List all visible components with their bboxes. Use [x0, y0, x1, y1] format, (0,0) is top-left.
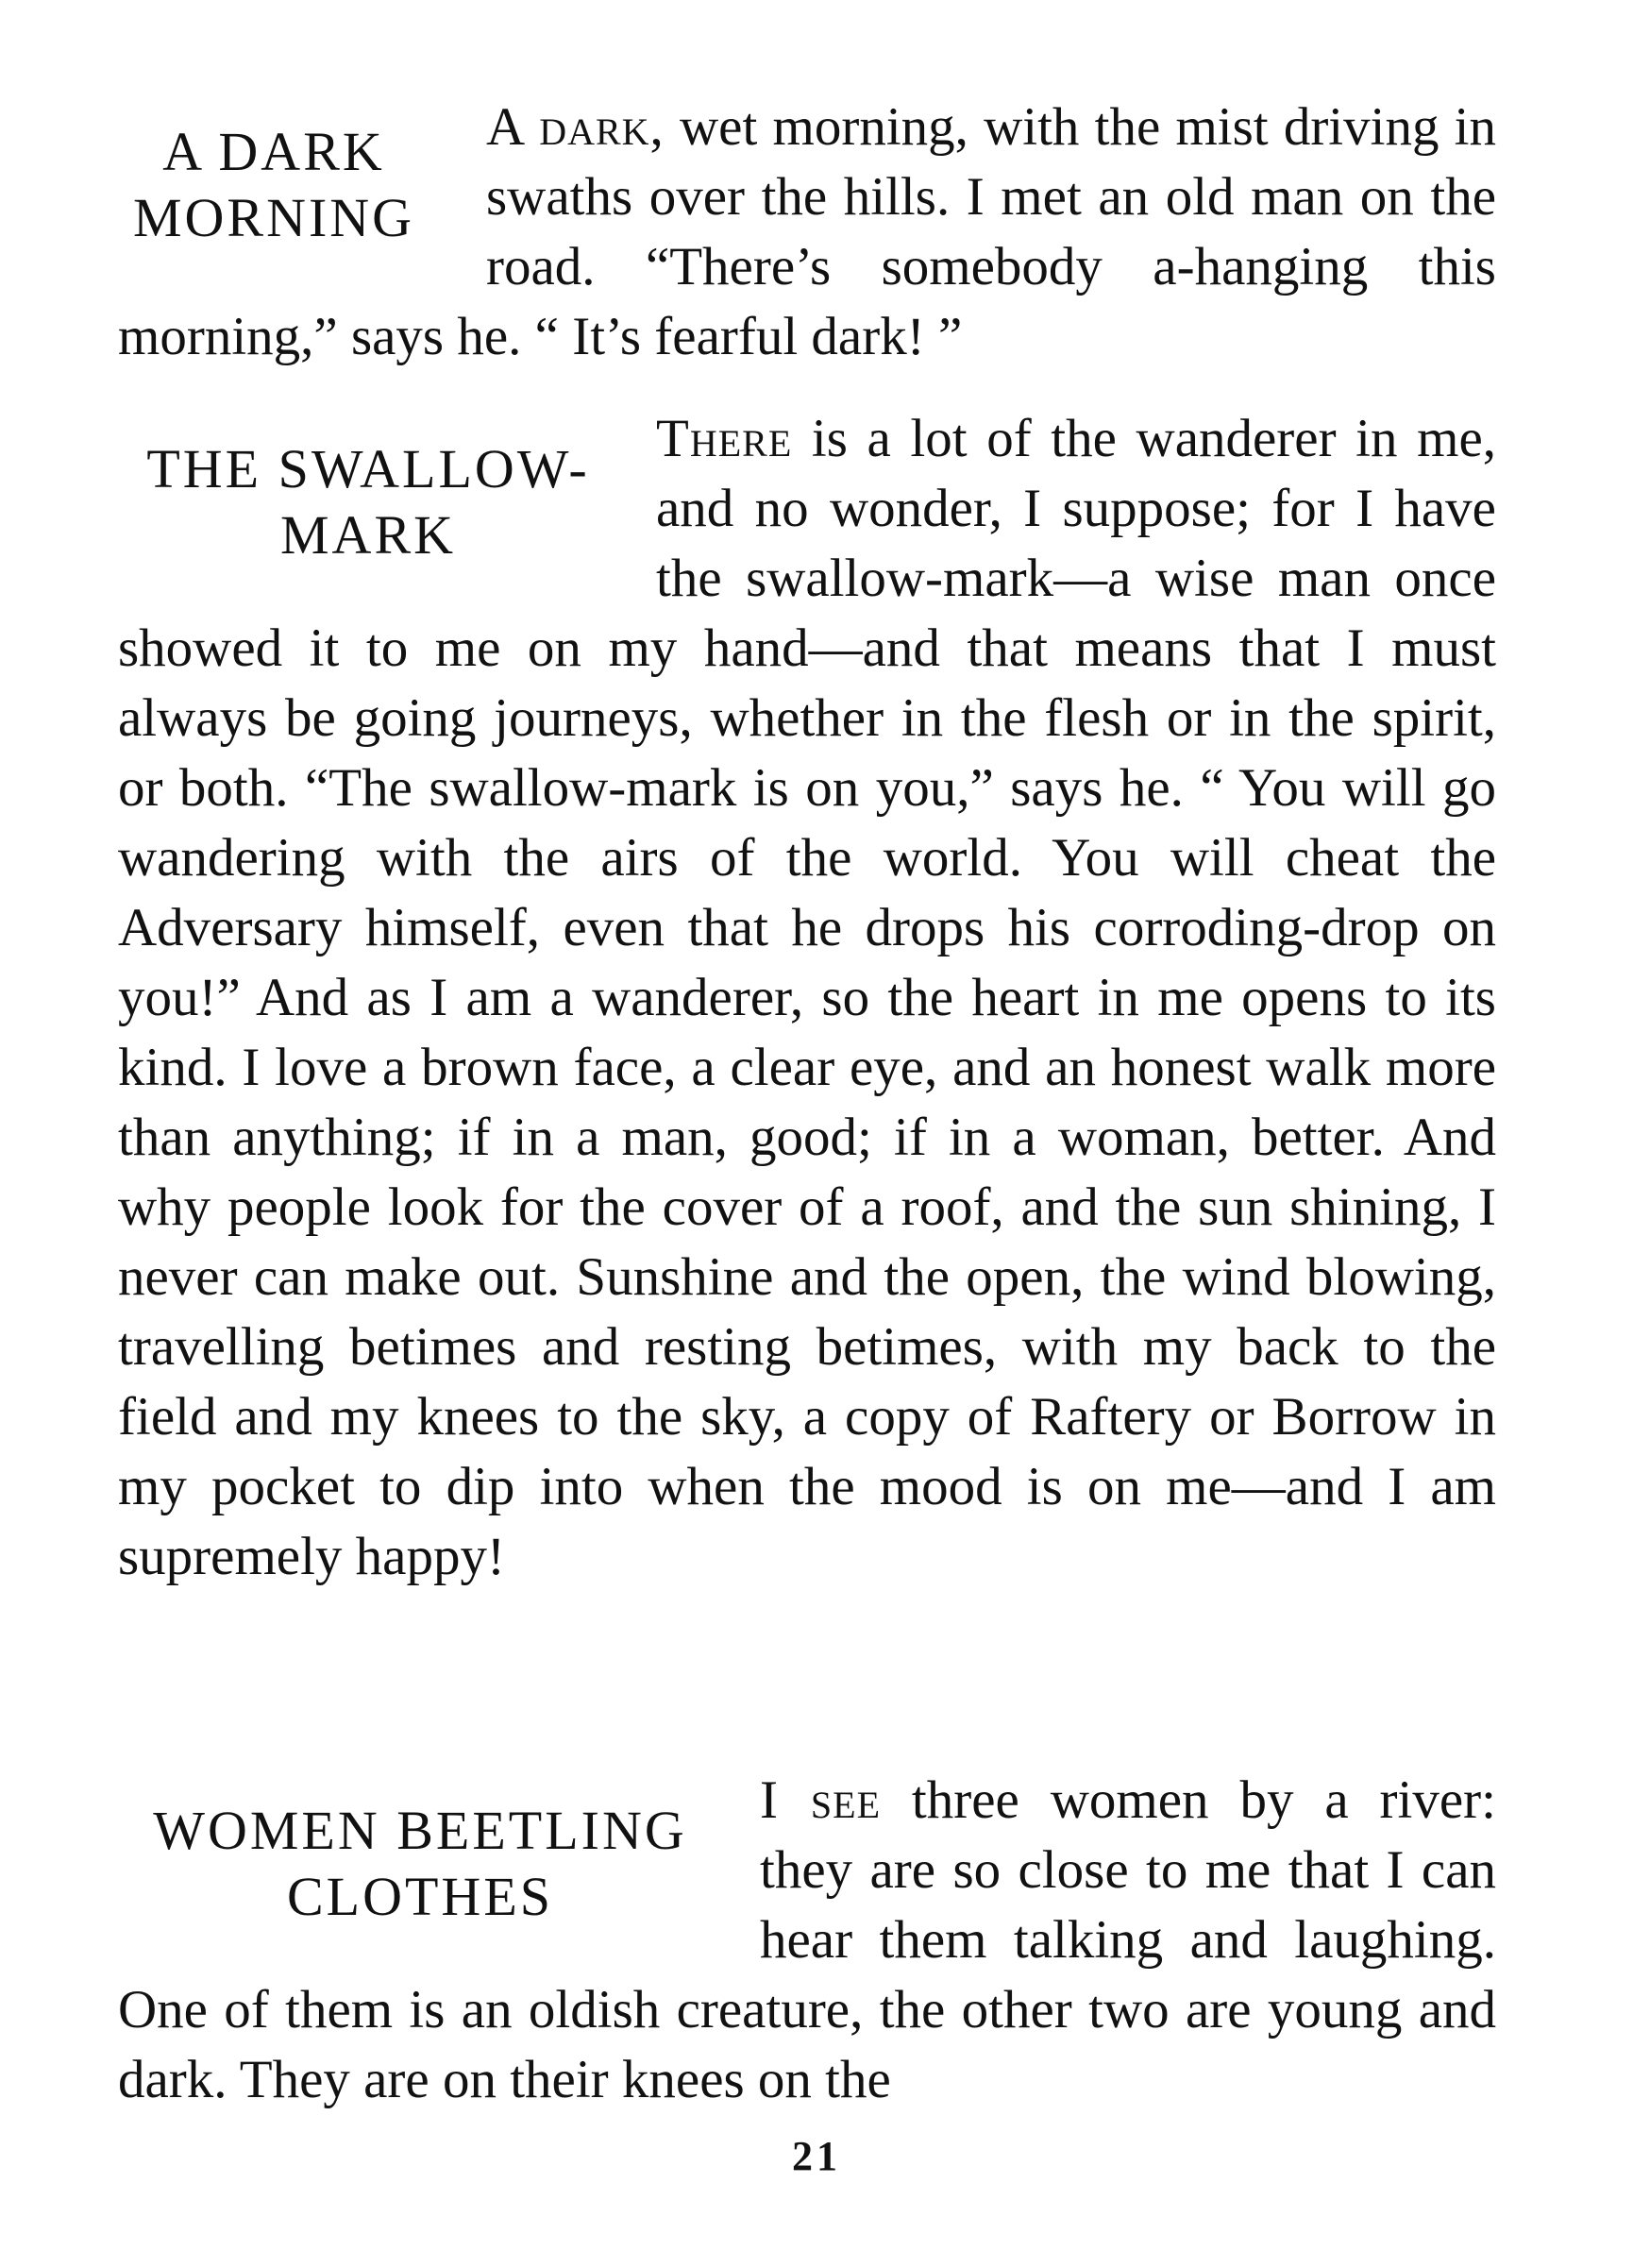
paragraph — [118, 404, 1496, 1592]
paragraph-text: three women by a river: they are so close to me that I can hear them talking and laughing. One of them is an oldish creature, the other two are young and dark. They are on their knees on the — [118, 1770, 1496, 2109]
section-heading — [118, 119, 429, 251]
heading-line: WOMEN BEETLING — [153, 1800, 687, 1861]
paragraph-text: is a lot of the wanderer in me, and no wonder, I suppose; for I have the swallow-mark—a wise man once showed it to me on my hand—and that means that I must always be going journeys, whether in the flesh or in the spirit, or both. “The swallow-mark is on you,” says he. “ You will go wandering with the airs of the world. You will cheat the Adversary himself, even that he drops his corroding-drop on you!” And as I am a wanderer, so the heart in me opens to its kind. I love a brown face, a clear eye, and an honest walk more than anything; if in a man, good; if in a woman, better. And why people look for the cover of a roof, and the sun shining, I never can make out. Sunshine and the open, the wind blowing, travelling betimes and resting betimes, with my back to the field and my knees to the sky, a copy of Raftery or Borrow in my pocket to dip into when the mood is on me—and I am supremely happy! — [118, 409, 1496, 1586]
heading-line: A DARK — [162, 121, 385, 182]
page-number: 21 — [792, 2133, 841, 2179]
section-heading — [118, 436, 618, 568]
lead-in: There — [656, 409, 793, 468]
heading-line: MORNING — [132, 187, 415, 248]
section-women-beetling — [118, 1766, 1496, 2115]
paragraph-text: wet morning, with the mist driving in swaths over the hills. I met an old man on the road. “There’s somebody a-hanging this morning,” says he. “ It’s fearful dark! ” — [118, 97, 1497, 366]
heading-line: CLOTHES — [287, 1866, 553, 1927]
heading-line: THE SWALLOW- — [146, 438, 590, 499]
section-heading — [118, 1798, 722, 1930]
heading-line: MARK — [279, 504, 457, 566]
lead-in: A dark, — [486, 97, 665, 157]
section-dark-morning — [118, 93, 1496, 372]
lead-in: I see — [760, 1770, 882, 1830]
section-swallow-mark — [118, 404, 1496, 1592]
